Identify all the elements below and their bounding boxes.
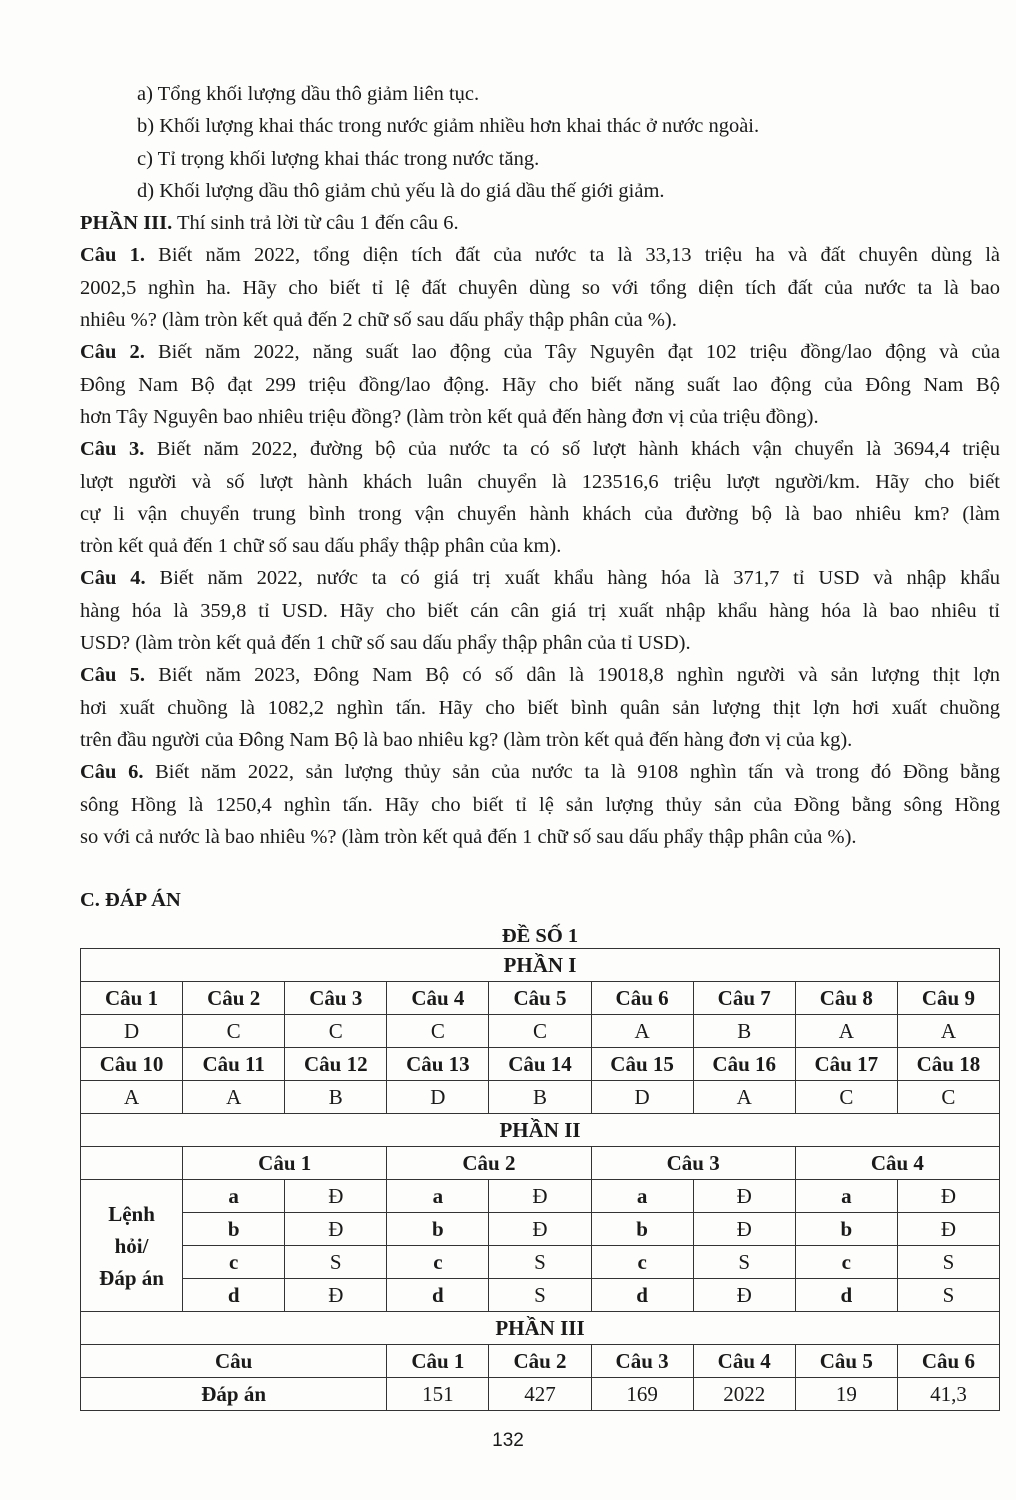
answer-cell: A <box>183 1081 285 1114</box>
row-label: Lệnh hỏi/ Đáp án <box>81 1180 183 1312</box>
answer-cell: 151 <box>387 1378 489 1411</box>
question-text: lượt người và số lượt hành khách luân chuyển là 123516,6 triệu lượt người/km. Hãy cho biết <box>80 470 1000 493</box>
question-text: USD? (làm tròn kết quả đến 1 chữ số sau dấu phẩy thập phân của tỉ USD). <box>80 632 691 655</box>
question-header: Câu 3 <box>591 1147 795 1180</box>
question-label: Câu 5. <box>80 664 146 687</box>
question-header: Câu 12 <box>285 1048 387 1081</box>
answer-cell: S <box>897 1246 999 1279</box>
answer-key-table <box>80 948 1000 1411</box>
table-row <box>81 1081 1000 1114</box>
answer-cell: Đ <box>693 1180 795 1213</box>
part-title: PHẦN III <box>81 1312 1000 1345</box>
column-label: Câu <box>81 1345 387 1378</box>
question-line <box>80 530 1000 562</box>
question-line <box>80 724 1000 756</box>
answer-cell: C <box>897 1081 999 1114</box>
table-row <box>81 1147 1000 1180</box>
question-header: Câu 13 <box>387 1048 489 1081</box>
statement-letter: d <box>795 1279 897 1312</box>
question-4 <box>80 562 1000 659</box>
statement-letter: d <box>387 1279 489 1312</box>
question-text: Biết năm 2023, Đông Nam Bộ có số dân là 19018,8 nghìn người và sản lượng thịt lợn <box>145 664 1000 687</box>
question-line <box>80 401 1000 433</box>
statement-letter: a <box>795 1180 897 1213</box>
question-line <box>80 466 1000 498</box>
statement-letter: c <box>591 1246 693 1279</box>
question-line <box>80 627 1000 659</box>
question-line <box>80 595 1000 627</box>
answer-cell: 169 <box>591 1378 693 1411</box>
question-label: Câu 6. <box>80 761 144 784</box>
answer-cell: Đ <box>285 1213 387 1246</box>
question-header: Câu 2 <box>387 1147 591 1180</box>
question-text: cự li vận chuyển trung bình trong vận chuyển hành khách của đường bộ là bao nhiêu km? (làm <box>80 502 1000 525</box>
statement-letter: b <box>591 1213 693 1246</box>
question-line <box>80 562 1000 594</box>
table-row <box>81 1312 1000 1345</box>
question-header: Câu 11 <box>183 1048 285 1081</box>
part3-heading <box>80 207 1000 239</box>
question-header: Câu 5 <box>795 1345 897 1378</box>
question-header: Câu 1 <box>387 1345 489 1378</box>
answer-cell: Đ <box>897 1180 999 1213</box>
question-line <box>80 369 1000 401</box>
answer-cell: A <box>693 1081 795 1114</box>
question-text: sông Hồng là 1250,4 nghìn tấn. Hãy cho biết tỉ lệ sản lượng thủy sản của Đồng bằng sông Hồng <box>80 793 1000 816</box>
part3-text: Thí sinh trả lời từ câu 1 đến câu 6. <box>172 212 459 235</box>
page-content <box>80 78 1000 1411</box>
question-line <box>80 692 1000 724</box>
question-text: Biết năm 2022, tổng diện tích đất của nước ta là 33,13 triệu ha và đất chuyên dùng là <box>145 244 1000 267</box>
answer-cell: S <box>285 1246 387 1279</box>
answer-cell: S <box>693 1246 795 1279</box>
part-title: PHẦN II <box>81 1114 1000 1147</box>
question-line <box>80 659 1000 691</box>
page-number: 132 <box>492 1430 524 1451</box>
question-header: Câu 9 <box>897 982 999 1015</box>
question-header: Câu 6 <box>897 1345 999 1378</box>
table-row <box>81 982 1000 1015</box>
part-title: PHẦN I <box>81 949 1000 982</box>
answer-cell: S <box>897 1279 999 1312</box>
question-line <box>80 304 1000 336</box>
answer-cell: C <box>183 1015 285 1048</box>
statement-letter: d <box>183 1279 285 1312</box>
question-header: Câu 3 <box>285 982 387 1015</box>
answer-cell: D <box>81 1015 183 1048</box>
question-text: hơn Tây Nguyên bao nhiêu triệu đồng? (làm tròn kết quả đến hàng đơn vị của triệu đồng). <box>80 405 819 428</box>
question-5 <box>80 659 1000 756</box>
question-label: Câu 1. <box>80 244 145 267</box>
statement-letter: b <box>183 1213 285 1246</box>
question-text: Đông Nam Bộ đạt 299 triệu đồng/lao động. Hãy cho biết năng suất lao động của Đông Nam Bộ <box>80 373 1000 396</box>
question-line <box>80 789 1000 821</box>
question-header: Câu 3 <box>591 1345 693 1378</box>
answer-cell: 19 <box>795 1378 897 1411</box>
answer-cell: B <box>489 1081 591 1114</box>
question-line <box>80 498 1000 530</box>
question-header: Câu 6 <box>591 982 693 1015</box>
exam-title: ĐỀ SỐ 1 <box>501 925 579 948</box>
answer-option: c) Tỉ trọng khối lượng khai thác trong nước tăng. <box>137 147 540 170</box>
part3-label: PHẦN III. <box>80 212 173 235</box>
question-3 <box>80 433 1000 562</box>
table-row <box>81 1246 1000 1279</box>
row-label: Đáp án <box>81 1378 387 1411</box>
answers-heading: C. ĐÁP ÁN <box>80 889 181 912</box>
answer-cell: 427 <box>489 1378 591 1411</box>
question-text: Biết năm 2022, đường bộ của nước ta có số lượt hành khách vận chuyển là 3694,4 triệu <box>144 438 1000 461</box>
table-row <box>81 1114 1000 1147</box>
answer-cell: Đ <box>285 1279 387 1312</box>
question-header: Câu 4 <box>693 1345 795 1378</box>
answer-cell: A <box>795 1015 897 1048</box>
table-row <box>81 1048 1000 1081</box>
statement-letter: a <box>183 1180 285 1213</box>
question-1 <box>80 239 1000 336</box>
question-header: Câu 2 <box>183 982 285 1015</box>
table-row <box>81 1279 1000 1312</box>
question-line <box>80 821 1000 853</box>
question-header: Câu 14 <box>489 1048 591 1081</box>
answer-option: b) Khối lượng khai thác trong nước giảm nhiều hơn khai thác ở nước ngoài. <box>137 115 760 138</box>
question-header: Câu 5 <box>489 982 591 1015</box>
question-line <box>80 239 1000 271</box>
question-header: Câu 1 <box>183 1147 387 1180</box>
question-header: Câu 15 <box>591 1048 693 1081</box>
answer-cell: Đ <box>897 1213 999 1246</box>
question-label: Câu 4. <box>80 567 146 590</box>
answer-cell: A <box>591 1015 693 1048</box>
question-header: Câu 16 <box>693 1048 795 1081</box>
answer-cell: S <box>489 1279 591 1312</box>
question-text: hơi xuất chuồng là 1082,2 nghìn tấn. Hãy cho biết bình quân sản lượng thịt lợn hơi xuất chuồng <box>80 696 1000 719</box>
statement-letter: c <box>795 1246 897 1279</box>
question-label: Câu 2. <box>80 341 145 364</box>
answer-cell: C <box>285 1015 387 1048</box>
statement-letter: c <box>387 1246 489 1279</box>
question-text: 2002,5 nghìn ha. Hãy cho biết tỉ lệ đất chuyên dùng so với tổng diện tích đất của nước ta là bao <box>80 276 1000 299</box>
question-line <box>80 433 1000 465</box>
question-text: Biết năm 2022, sản lượng thủy sản của nước ta là 9108 nghìn tấn và trong đó Đồng bằng <box>143 761 1000 784</box>
table-row <box>81 949 1000 982</box>
answer-option: a) Tổng khối lượng dầu thô giảm liên tục. <box>137 83 480 105</box>
question-2 <box>80 336 1000 433</box>
answer-cell: C <box>387 1015 489 1048</box>
answer-cell: Đ <box>489 1180 591 1213</box>
statement-letter: a <box>387 1180 489 1213</box>
question-text: so với cả nước là bao nhiêu %? (làm tròn kết quả đến 1 chữ số sau dấu phẩy thập phân của %). <box>80 825 857 848</box>
question-header: Câu 4 <box>387 982 489 1015</box>
answer-cell: D <box>591 1081 693 1114</box>
statement-letter: a <box>591 1180 693 1213</box>
table-row <box>81 1180 1000 1213</box>
statement-letter: b <box>795 1213 897 1246</box>
question-text: Biết năm 2022, nước ta có giá trị xuất khẩu hàng hóa là 371,7 tỉ USD và nhập khẩu <box>145 567 1000 590</box>
question-line <box>80 336 1000 368</box>
statement-letter: b <box>387 1213 489 1246</box>
question-line <box>80 272 1000 304</box>
statement-letter: c <box>183 1246 285 1279</box>
answer-cell: Đ <box>693 1213 795 1246</box>
question-text: tròn kết quả đến 1 chữ số sau dấu phẩy thập phân của km). <box>80 535 562 558</box>
question-header: Câu 18 <box>897 1048 999 1081</box>
statement-letter: d <box>591 1279 693 1312</box>
question-text: nhiêu %? (làm tròn kết quả đến 2 chữ số sau dấu phẩy thập phân của %). <box>80 309 677 332</box>
question-header: Câu 2 <box>489 1345 591 1378</box>
question-6 <box>80 756 1000 853</box>
answer-cell: 2022 <box>693 1378 795 1411</box>
answer-cell: C <box>795 1081 897 1114</box>
table-row <box>81 1378 1000 1411</box>
table-row <box>81 1213 1000 1246</box>
answer-cell: Đ <box>693 1279 795 1312</box>
answer-cell: D <box>387 1081 489 1114</box>
question-header: Câu 10 <box>81 1048 183 1081</box>
answer-cell: C <box>489 1015 591 1048</box>
answer-cell: A <box>81 1081 183 1114</box>
answer-cell: Đ <box>285 1180 387 1213</box>
answer-cell: Đ <box>489 1213 591 1246</box>
empty-cell <box>81 1147 183 1180</box>
question-line <box>80 756 1000 788</box>
question-header: Câu 1 <box>81 982 183 1015</box>
answer-option: d) Khối lượng dầu thô giảm chủ yếu là do giá dầu thế giới giảm. <box>137 179 665 202</box>
question-header: Câu 17 <box>795 1048 897 1081</box>
answer-cell: S <box>489 1246 591 1279</box>
answer-cell: B <box>285 1081 387 1114</box>
question-text: Biết năm 2022, năng suất lao động của Tây Nguyên đạt 102 triệu đồng/lao động và của <box>144 341 1000 364</box>
question-text: hàng hóa là 359,8 tỉ USD. Hãy cho biết cán cân giá trị xuất nhập khẩu hàng hóa là bao nhiêu tỉ <box>80 599 1000 622</box>
question-header: Câu 8 <box>795 982 897 1015</box>
table-row <box>81 1345 1000 1378</box>
question-text: trên đầu người của Đông Nam Bộ là bao nhiêu kg? (làm tròn kết quả đến hàng đơn vị của kg). <box>80 728 853 751</box>
answer-cell: 41,3 <box>897 1378 999 1411</box>
question-label: Câu 3. <box>80 438 145 461</box>
answer-cell: A <box>897 1015 999 1048</box>
table-row <box>81 1015 1000 1048</box>
question-header: Câu 4 <box>795 1147 999 1180</box>
answer-cell: B <box>693 1015 795 1048</box>
question-header: Câu 7 <box>693 982 795 1015</box>
